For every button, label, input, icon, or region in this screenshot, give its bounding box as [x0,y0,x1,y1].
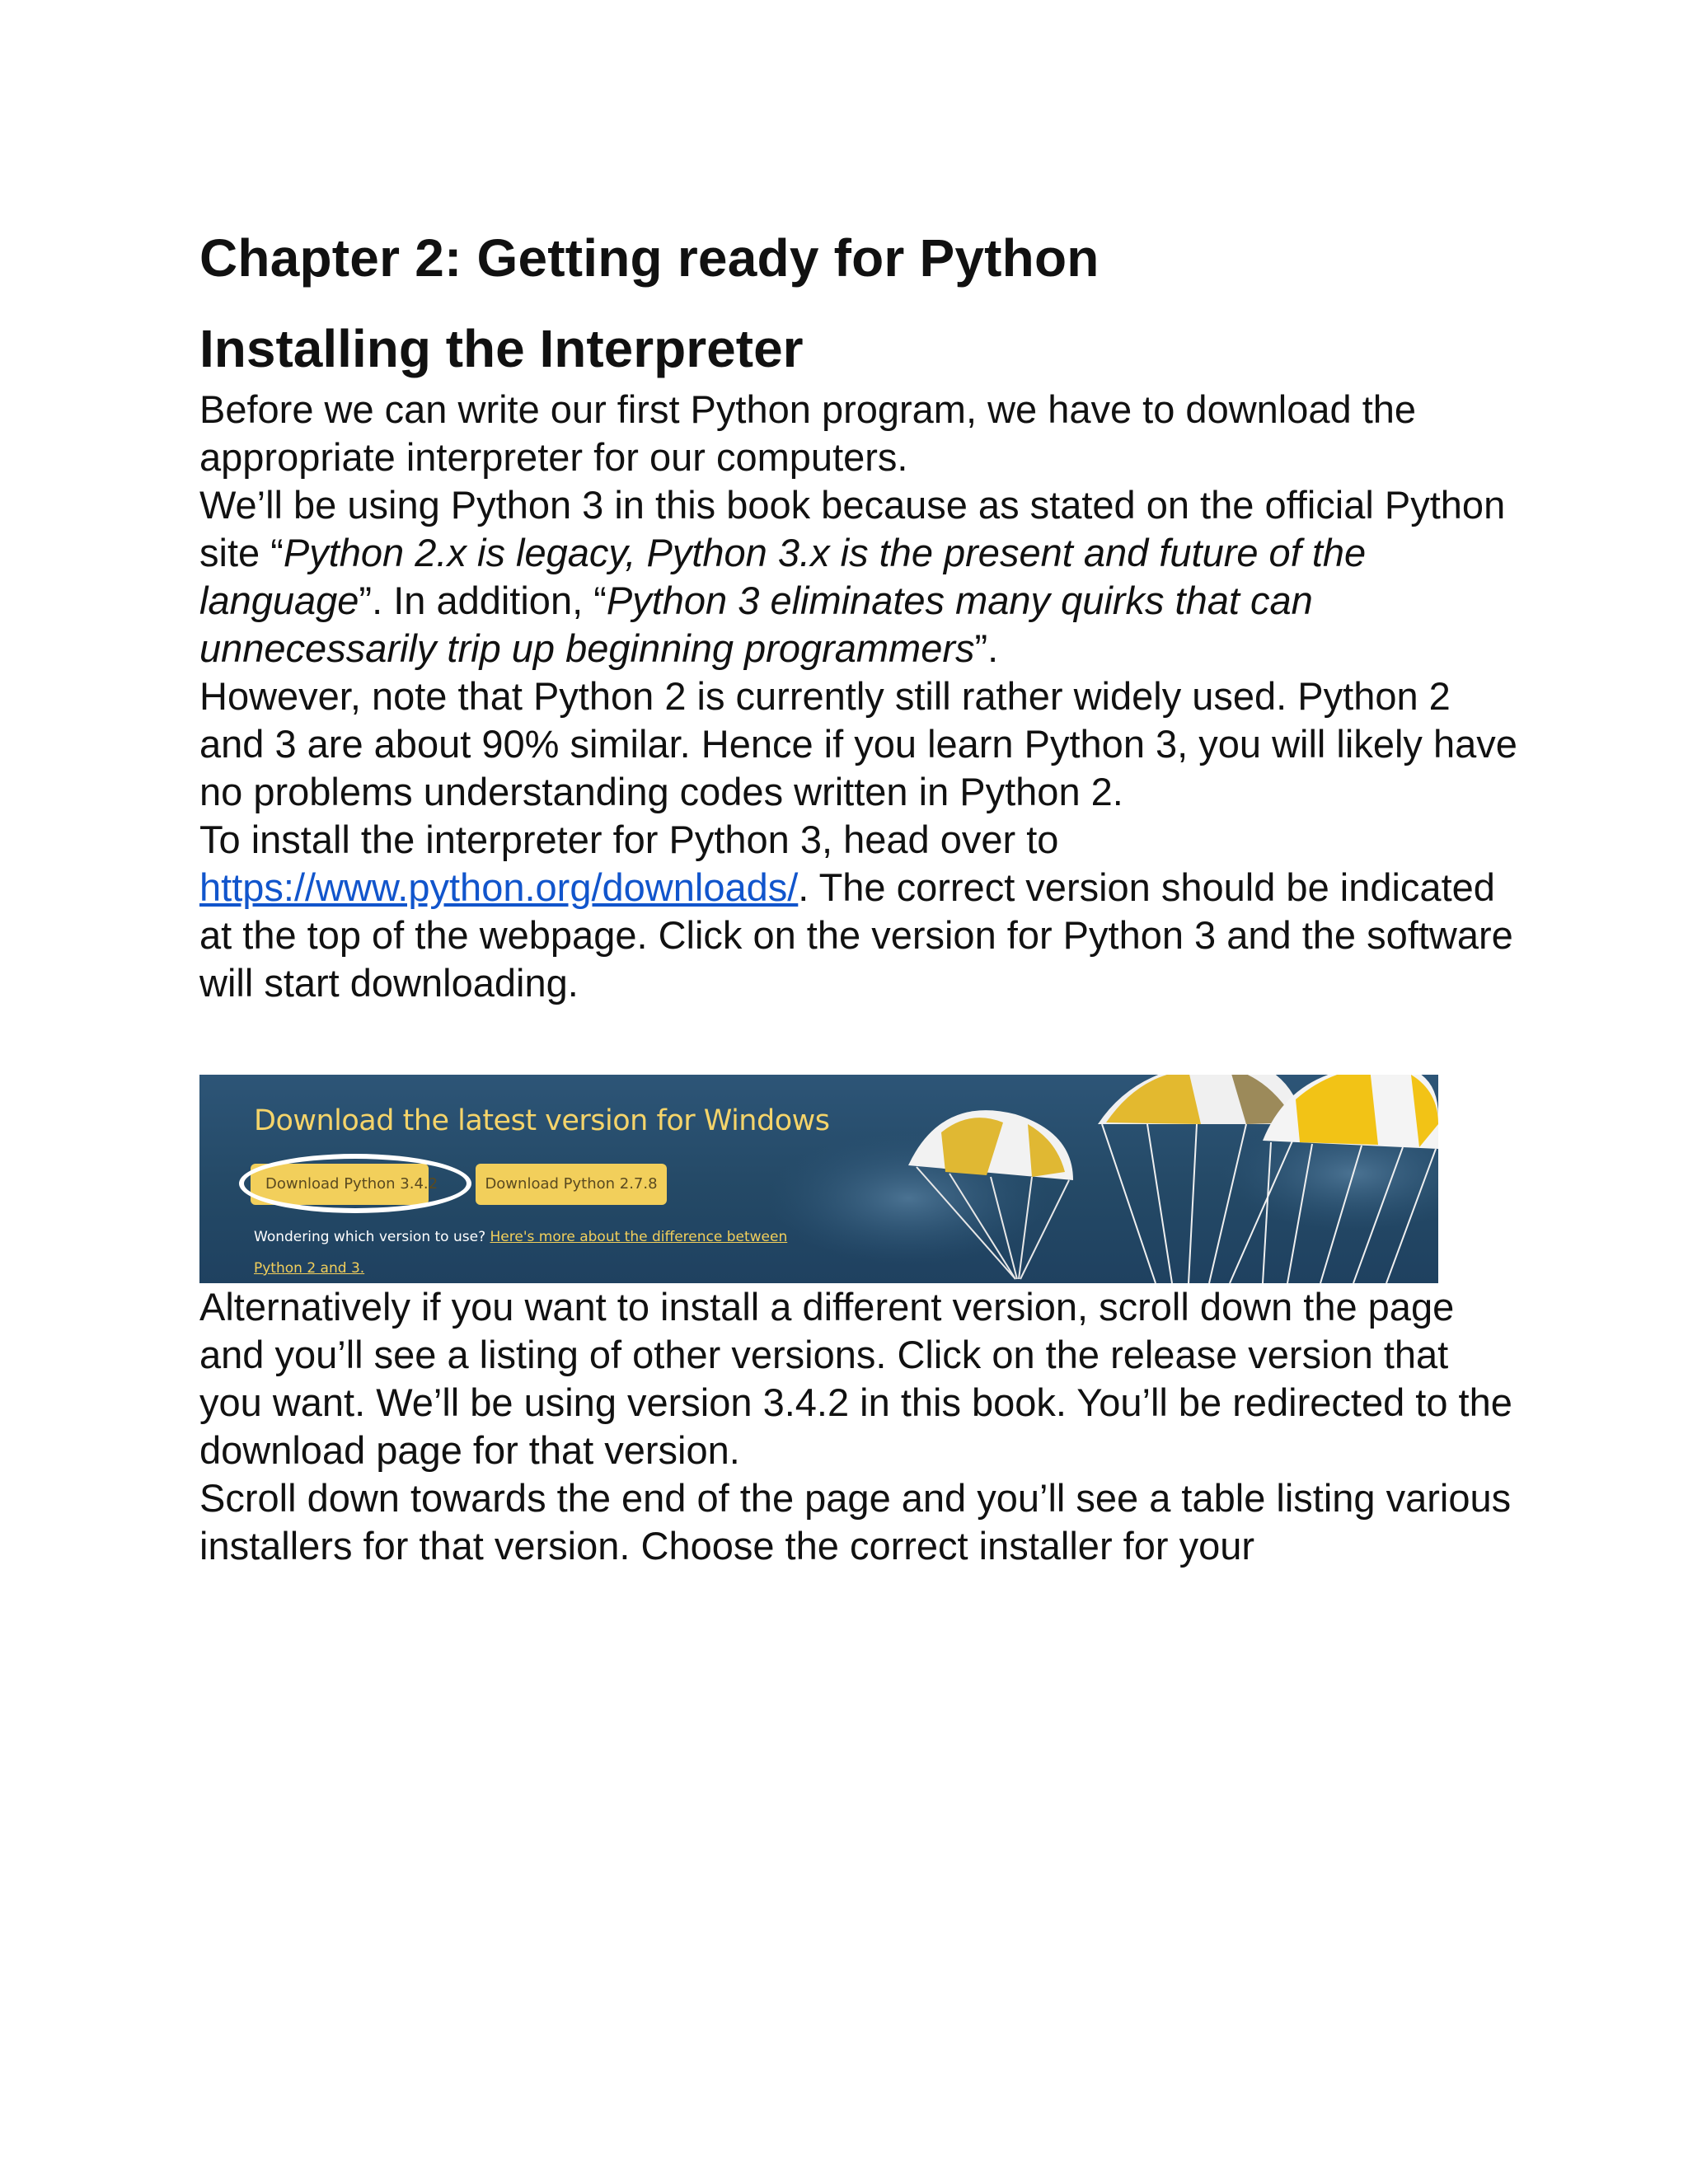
paragraph-text: . The correct version should be indicated at the top of the webpage. Click on the version for Python 3 and the software will start downloading. [199,865,1513,1005]
section-title: Installing the Interpreter [199,319,804,378]
paragraph-other-versions: Alternatively if you want to install a different version, scroll down the page and you’ll see a listing of other versions. Click on the release version that you want. We’ll be using version 3.4.2 in this book. You’ll be redirected to the download page for that version. [199,1285,1512,1472]
paragraph-python3-reason [199,481,1518,673]
paragraph-install-steps [199,816,1518,1007]
quote-quirks: Python 3 eliminates many quirks that can unnecessarily trip up beginning programmers [199,579,1313,670]
banner-heading: Download the latest version for Windows [254,1104,830,1137]
paragraph-intro: Before we can write our first Python program, we have to download the appropriate interpreter for our computers. [199,387,1417,479]
paragraph-text: We’ll be using Python 3 in this book because as stated on the official Python site “ [199,483,1506,574]
version-question [254,1221,831,1283]
download-python2-button[interactable]: Download Python 2.7.8 [476,1164,667,1205]
paragraph-python2-note: However, note that Python 2 is currently still rather widely used. Python 2 and 3 are about 90% similar. Hence if you learn Python 3, you will likely have no problems understanding codes written in Python 2. [199,674,1517,813]
python-downloads-link[interactable]: https://www.python.org/downloads/ [199,865,799,909]
paragraph-text: To install the interpreter for Python 3, head over to [199,818,1059,861]
quote-legacy: Python 2.x is legacy, Python 3.x is the present and future of the language [199,531,1367,622]
chapter-title: Chapter 2: Getting ready for Python [199,228,1100,288]
paragraph-text: ”. In addition, “ [359,579,607,622]
version-question-text: Wondering which version to use? [254,1229,490,1245]
difference-link[interactable]: Here's more about the difference between Python 2 and 3. [254,1229,788,1277]
paragraph-text: ”. [974,626,999,670]
paragraph-installer-table: Scroll down towards the end of the page and you’ll see a table listing various installers for that version. Choose the correct installer for your [199,1476,1512,1568]
page-content [199,221,1518,1570]
download-python3-button[interactable]: Download Python 3.4.2 [251,1164,429,1205]
python-download-banner [199,1075,1438,1283]
